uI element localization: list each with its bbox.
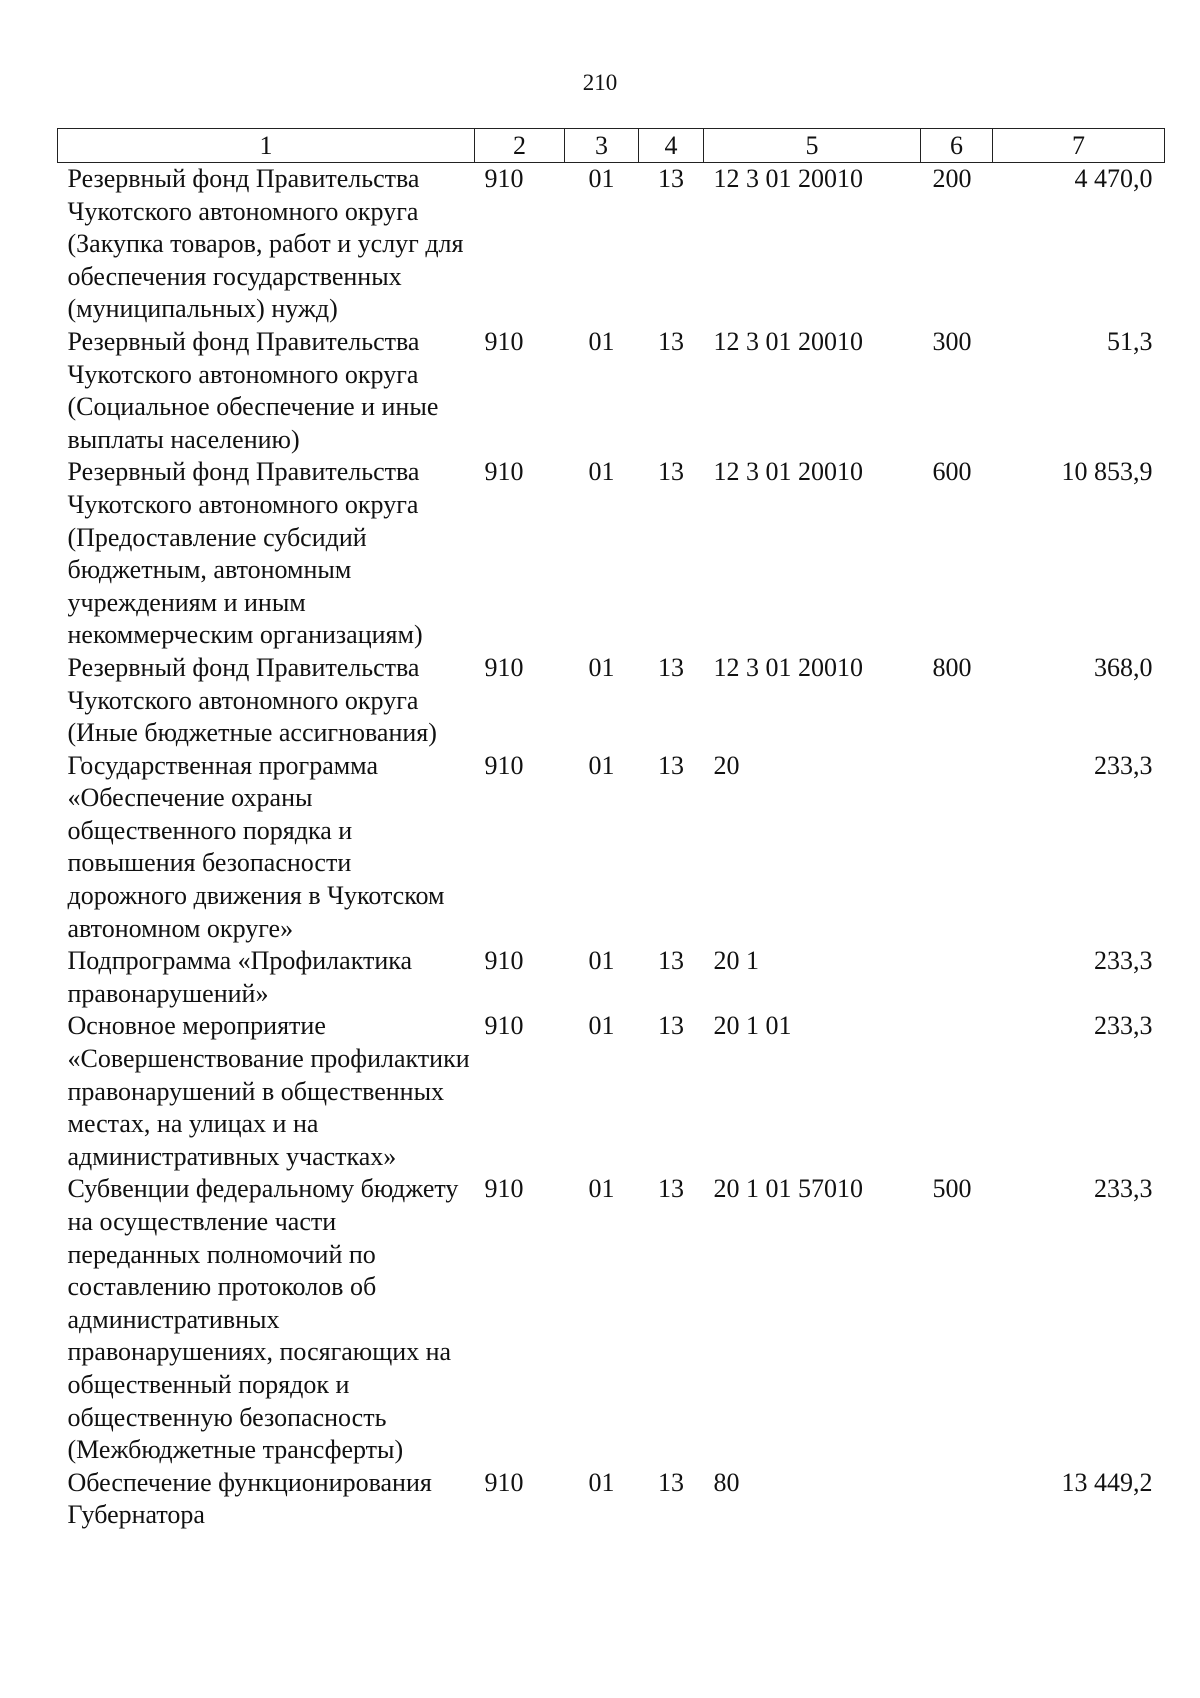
expense-type-code: 500 (932, 1174, 972, 1204)
subsection-code: 13 (658, 946, 684, 976)
admin-code: 910 (484, 652, 524, 682)
item-name: Обеспечение функционирования Губернатора (67, 1467, 432, 1530)
item-name: Резервный фонд Правительства Чукотского автономного округа (Иные бюджетные ассигнования) (67, 652, 437, 748)
amount: 233,3 (1094, 1174, 1153, 1204)
table-row (58, 1010, 1165, 1173)
section-code: 01 (588, 1467, 615, 1497)
item-name: Основное мероприятие «Совершенствование профилактики правонарушений в общественных местах, на улицах и на административных участках» (67, 1011, 470, 1171)
subsection-code: 13 (658, 457, 684, 487)
page-number: 210 (582, 70, 618, 95)
subsection-code: 13 (658, 1467, 684, 1497)
admin-code: 910 (484, 457, 524, 487)
expense-type-code (921, 750, 993, 946)
header-col-6: 6 (921, 129, 993, 163)
admin-code: 910 (484, 946, 524, 976)
budget-table (57, 128, 1165, 1532)
item-name: Подпрограмма «Профилактика правонарушений» (67, 946, 413, 1008)
section-code: 01 (588, 457, 615, 487)
table-row (58, 652, 1165, 750)
amount: 368,0 (1094, 652, 1153, 682)
section-code: 01 (588, 750, 615, 780)
expense-type-code: 800 (932, 652, 972, 682)
section-code: 01 (588, 164, 615, 193)
table-row (58, 1173, 1165, 1466)
section-code: 01 (588, 1011, 615, 1041)
section-code: 01 (588, 652, 615, 682)
amount: 10 853,9 (1061, 457, 1153, 487)
header-row (58, 129, 1165, 163)
target-article-code: 12 3 01 20010 (713, 164, 863, 193)
target-article-code: 20 1 01 57010 (713, 1174, 863, 1204)
subsection-code: 13 (658, 1011, 684, 1041)
item-name: Резервный фонд Правительства Чукотского автономного округа (Закупка товаров, работ и услуг для обеспечения государственных (муниципальных) нужд) (67, 164, 464, 324)
target-article-code: 20 (713, 750, 740, 780)
header-col-1: 1 (58, 129, 475, 163)
table-row (58, 1467, 1165, 1532)
expense-type-code (921, 945, 993, 1010)
target-article-code: 12 3 01 20010 (713, 652, 863, 682)
admin-code: 910 (484, 326, 524, 356)
section-code: 01 (588, 1174, 615, 1204)
admin-code: 910 (484, 750, 524, 780)
amount: 233,3 (1094, 750, 1153, 780)
subsection-code: 13 (658, 652, 684, 682)
item-name: Субвенции федеральному бюджету на осуществление части переданных полномочий по составлению протоколов об административных правонарушениях, посягающих на общественный порядок и общественную безопасность (Межбюджетные трансферты) (67, 1174, 459, 1465)
admin-code: 910 (484, 1174, 524, 1204)
section-code: 01 (588, 946, 615, 976)
header-col-3: 3 (565, 129, 639, 163)
header-col-5: 5 (704, 129, 921, 163)
amount: 13 449,2 (1061, 1467, 1153, 1497)
expense-type-code: 200 (932, 164, 972, 193)
item-name: Резервный фонд Правительства Чукотского автономного округа (Социальное обеспечение и иные выплаты населению) (67, 326, 439, 454)
section-code: 01 (588, 326, 615, 356)
header-col-2: 2 (475, 129, 565, 163)
item-name: Резервный фонд Правительства Чукотского автономного округа (Предоставление субсидий бюджетным, автономным учреждениям и иным некоммерческим организациям) (67, 457, 423, 650)
header-col-4: 4 (639, 129, 704, 163)
expense-type-code (921, 1467, 993, 1532)
amount: 4 470,0 (1074, 164, 1153, 193)
table-row (58, 326, 1165, 456)
amount: 233,3 (1094, 946, 1153, 976)
subsection-code: 13 (658, 326, 684, 356)
target-article-code: 20 1 (713, 946, 759, 976)
expense-type-code: 600 (932, 457, 972, 487)
table-row (58, 163, 1165, 326)
table-row (58, 945, 1165, 1010)
target-article-code: 12 3 01 20010 (713, 326, 863, 356)
target-article-code: 12 3 01 20010 (713, 457, 863, 487)
subsection-code: 13 (658, 750, 684, 780)
admin-code: 910 (484, 164, 524, 193)
item-name: Государственная программа «Обеспечение охраны общественного порядка и повышения безопасности дорожного движения в Чукотском автономном округе» (67, 750, 445, 943)
header-col-7: 7 (993, 129, 1165, 163)
target-article-code: 20 1 01 (713, 1011, 792, 1041)
admin-code: 910 (484, 1467, 524, 1497)
amount: 51,3 (1107, 326, 1153, 356)
admin-code: 910 (484, 1011, 524, 1041)
subsection-code: 13 (658, 164, 684, 193)
expense-type-code: 300 (932, 326, 972, 356)
subsection-code: 13 (658, 1174, 684, 1204)
amount: 233,3 (1094, 1011, 1153, 1041)
target-article-code: 80 (713, 1467, 740, 1497)
table-row (58, 456, 1165, 652)
table-row (58, 750, 1165, 946)
expense-type-code (921, 1010, 993, 1173)
